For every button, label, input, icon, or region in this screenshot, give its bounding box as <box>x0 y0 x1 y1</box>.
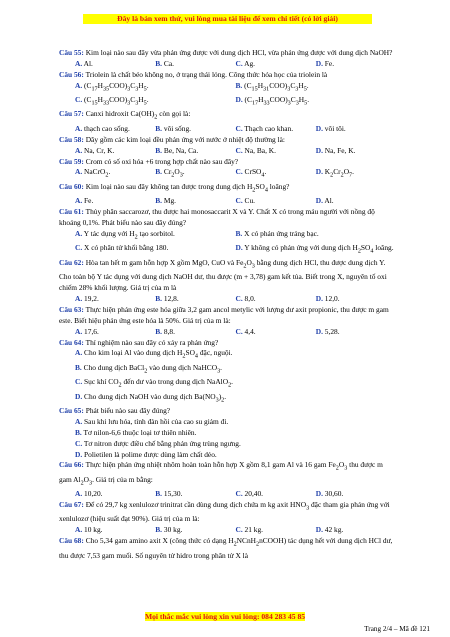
question-stem: Crom có số oxi hóa +6 trong hợp chất nào sau đây? <box>85 156 239 166</box>
option-letter: D. <box>315 489 323 499</box>
answer-option <box>75 243 236 257</box>
answer-option <box>236 327 316 338</box>
option-text: Tơ nitron được điều chế bằng phản ứng trùng ngưng. <box>83 438 241 448</box>
answer-option <box>155 124 235 135</box>
option-letter: B. <box>75 362 82 372</box>
option-text: Al. <box>324 196 334 206</box>
question <box>59 536 396 561</box>
question-stem: Thí nghiệm nào sau đây có xảy ra phản ứng? <box>85 337 219 347</box>
option-letter: D. <box>315 167 323 177</box>
option-text: Polietilen là polime được dùng làm chất dẻo. <box>84 449 217 459</box>
option-letter: C. <box>235 326 243 336</box>
question <box>59 157 396 182</box>
question <box>59 207 396 258</box>
option-text: Ag. <box>244 58 256 68</box>
option-text: 30 kg. <box>163 525 183 535</box>
option-letter: D. <box>75 449 83 459</box>
question-stem: Thực hiện phản ứng este hóa giữa 3,2 gam ancol metylic với lượng dư axit propionic, thu được m gam este. Biết hiệu phản ứng este hóa là 50%. Giá trị của m là: <box>59 304 389 325</box>
answer-option <box>155 167 235 181</box>
page-number: Trang 2/4 – Mã đề 121 <box>364 625 430 633</box>
answer-option <box>75 95 236 109</box>
question-text <box>59 157 396 168</box>
question-number: Câu 61: <box>59 207 84 217</box>
answer-option <box>75 81 236 95</box>
option-letter: C. <box>75 95 83 105</box>
question <box>59 258 396 305</box>
option-letter: A. <box>75 167 83 177</box>
answer-option <box>59 377 396 391</box>
answer-option <box>236 196 316 207</box>
option-letter: B. <box>155 196 163 206</box>
option-letter: B. <box>155 489 163 499</box>
option-text: 20,40. <box>244 489 264 499</box>
option-letter: C. <box>235 489 243 499</box>
option-text: 19,2. <box>84 293 99 303</box>
option-letter: B. <box>235 80 243 90</box>
answer-option <box>59 392 396 406</box>
option-text: Na, Ba, K. <box>244 145 276 155</box>
question-stem: Để có 29,7 kg xenlulozơ trinitrat cần dùng dung dịch chứa m kg axit $HNO_3$ đặc tham gia phản ứng với xenlulozơ (hiệu suất đạt 90%). Giá trị của m là: <box>59 500 390 524</box>
option-text: $(C_{17}H_{33}COO)_3C_3H_5$. <box>244 95 310 107</box>
answer-option <box>236 59 316 70</box>
option-letter: A. <box>75 123 83 133</box>
question-text <box>59 135 396 146</box>
option-letter: B. <box>155 525 163 535</box>
question-text <box>59 460 396 489</box>
answer-option <box>316 146 396 157</box>
question-text <box>59 305 396 327</box>
answer-option <box>75 124 155 135</box>
option-text: Ca. <box>163 58 174 68</box>
option-text: vôi tôi. <box>324 123 346 133</box>
option-text: Cho kim loại Al vào dung dịch $H_2SO_4$ đặc, nguội. <box>84 348 233 360</box>
answer-option <box>316 124 396 135</box>
option-letter: C. <box>235 123 243 133</box>
option-text: CrSO$_4$. <box>244 167 267 179</box>
option-text: 12,0. <box>324 293 340 303</box>
answer-option <box>75 167 155 181</box>
question-stem: Dãy gồm các kim loại đều phản ứng với nước ở nhiệt độ thường là: <box>85 134 285 144</box>
option-text: 42 kg. <box>324 525 344 535</box>
option-text: Thạch cao khan. <box>244 123 294 133</box>
option-letter: D. <box>315 58 323 68</box>
option-letter: C. <box>235 196 243 206</box>
option-text: 8,0. <box>244 293 256 303</box>
answer-option <box>75 196 155 207</box>
answer-option <box>59 363 396 377</box>
option-text: 17,6. <box>84 326 99 336</box>
option-text: Cho dung dịch NaOH vào dung dịch $Ba(NO_3)_2$. <box>84 391 227 403</box>
answer-option <box>59 428 396 439</box>
question-list <box>59 48 396 562</box>
question-text <box>59 109 396 123</box>
option-text: $(C_{17}H_{35}COO)_3C_3H_5$. <box>84 80 149 93</box>
option-letter: D. <box>235 95 243 105</box>
answer-option <box>316 327 396 338</box>
option-letter: C. <box>75 243 83 253</box>
option-text: Fe. <box>84 196 94 206</box>
answer-option <box>316 489 396 500</box>
answer-option <box>75 229 236 243</box>
question-number: Câu 65: <box>59 405 84 415</box>
option-text: Mg. <box>163 196 177 206</box>
question-stem: Cho 5,34 gam amino axit X (công thức có dạng $H_2NCnH_2nCOOH$) tác dụng hết với dung dịch HCl dư, thu được 7,53 gam muối. Số nguyên tử hidro trong phân tử X là <box>59 536 393 560</box>
option-letter: D. <box>315 123 323 133</box>
option-letter: B. <box>155 145 163 155</box>
question-number: Câu 59: <box>59 156 84 166</box>
answer-option <box>59 439 396 450</box>
option-letter: C. <box>235 293 243 303</box>
option-letter: A. <box>75 58 83 68</box>
option-letter: A. <box>75 348 83 358</box>
option-text: Y không có phản ứng với dung dịch $H_2SO_4$ loãng. <box>244 243 394 255</box>
option-letter: B. <box>155 167 163 177</box>
answer-option <box>155 59 235 70</box>
answer-option <box>75 489 155 500</box>
option-text: Fe. <box>324 58 335 68</box>
question <box>59 338 396 406</box>
question-stem: Thực hiện phản ứng nhiệt nhôm hoàn toàn hỗn hợp X gồm 8,1 gam Al và 16 gam $Fe_2O_3$ thu được m gam $Al_2O_3$. Giá trị của m bằng: <box>59 460 383 487</box>
question-text <box>59 406 396 417</box>
question-number: Câu 67: <box>59 500 84 510</box>
option-text: 21 kg. <box>244 525 264 535</box>
option-text: 8,8. <box>163 326 175 336</box>
answer-option <box>155 196 235 207</box>
answer-option <box>236 95 397 109</box>
question-text <box>59 500 396 525</box>
option-letter: A. <box>75 489 83 499</box>
option-text: Be, Na, Ca. <box>163 145 199 155</box>
answer-option <box>316 294 396 305</box>
answer-option <box>155 327 235 338</box>
question-number: Câu 62: <box>59 257 84 267</box>
option-text: X có phân tử khối bằng 180. <box>84 243 169 253</box>
question-number: Câu 57: <box>59 109 84 119</box>
question-stem: Canxi hidroxit $Ca(OH)_2$ còn gọi là: <box>85 109 191 121</box>
option-text: $Cr_2O_3$. <box>163 167 185 179</box>
question-number: Câu 58: <box>59 134 84 144</box>
option-letter: B. <box>155 293 163 303</box>
answer-option <box>59 348 396 362</box>
option-text: Na, Cr, K. <box>84 145 115 155</box>
preview-banner: Đây là bản xem thử, vui lòng mua tài liệu để xem chi tiết (có lời giải) <box>83 14 372 24</box>
answer-option <box>236 243 397 257</box>
option-letter: C. <box>75 438 83 448</box>
question-stem: Kim loại nào sau đây không tan được trong dung dịch $H_2SO_4$ loãng? <box>85 181 290 194</box>
answer-option <box>59 450 396 461</box>
option-text: Sau khi lưu hóa, tính đàn hồi của cao su giảm đi. <box>84 416 229 426</box>
answer-option <box>75 59 155 70</box>
question <box>59 109 396 134</box>
option-letter: B. <box>155 123 163 133</box>
question-text <box>59 48 396 59</box>
question-stem: Triolein là chất béo không no, ở trạng thái lỏng. Công thức hóa học của triolein là <box>85 69 328 79</box>
answer-option <box>236 489 316 500</box>
option-letter: C. <box>235 525 243 535</box>
question-text <box>59 182 396 196</box>
option-text: Al. <box>83 58 93 68</box>
option-text: 10,20. <box>84 489 103 499</box>
question <box>59 305 396 338</box>
option-letter: A. <box>75 145 83 155</box>
option-text: 5,28. <box>324 326 340 336</box>
question-number: Câu 64: <box>59 337 84 347</box>
option-text: X có phản ứng tráng bạc. <box>244 228 319 238</box>
option-letter: B. <box>75 427 82 437</box>
question-stem: Thủy phân saccarozơ, thu được hai monosaccarit X và Y. Chất X có trong máu người với nồng độ khoảng 0,1%. Phát biểu nào sau đây đúng? <box>59 207 375 228</box>
option-letter: A. <box>75 293 83 303</box>
option-letter: C. <box>235 58 243 68</box>
question-text <box>59 207 396 229</box>
option-text: 10 kg. <box>84 525 103 535</box>
answer-option <box>155 489 235 500</box>
question <box>59 406 396 461</box>
answer-option <box>236 229 397 243</box>
question <box>59 500 396 536</box>
question-number: Câu 55: <box>59 48 84 57</box>
option-text: Cu. <box>244 196 256 206</box>
answer-option <box>236 146 316 157</box>
option-letter: C. <box>75 377 83 387</box>
answer-option <box>155 146 235 157</box>
option-text: Sục khí $CO_2$ đến dư vào trong dung dịch NaAlO$_2$. <box>84 377 233 389</box>
question-text <box>59 536 396 561</box>
option-text: vôi sống. <box>163 123 191 133</box>
question <box>59 48 396 70</box>
question <box>59 135 396 157</box>
question-number: Câu 63: <box>59 304 84 314</box>
question-number: Câu 68: <box>59 536 84 546</box>
option-text: Tơ nilon-6,6 thuộc loại tơ thiên nhiên. <box>83 427 197 437</box>
answer-option <box>316 59 396 70</box>
answer-option <box>75 327 155 338</box>
option-letter: A. <box>75 80 83 90</box>
question-text <box>59 258 396 294</box>
question <box>59 70 396 110</box>
question-text <box>59 338 396 349</box>
option-letter: D. <box>235 243 243 253</box>
answer-option <box>75 146 155 157</box>
answer-option <box>236 294 316 305</box>
option-letter: B. <box>155 58 163 68</box>
option-letter: D. <box>315 293 323 303</box>
option-letter: A. <box>75 228 83 238</box>
answer-option <box>59 417 396 428</box>
question <box>59 182 396 207</box>
answer-option <box>316 196 396 207</box>
option-letter: D. <box>315 196 323 206</box>
option-text: 30,60. <box>324 489 344 499</box>
option-letter: C. <box>235 167 243 177</box>
question-number: Câu 56: <box>59 69 84 79</box>
question-stem: Phát biểu nào sau đây đúng? <box>85 405 171 415</box>
option-text: $(C_{15}H_{33}COO)_3C_3H_5$. <box>84 95 149 107</box>
answer-option <box>236 525 316 536</box>
option-letter: A. <box>75 326 83 336</box>
answer-option <box>316 525 396 536</box>
option-letter: D. <box>315 145 323 155</box>
option-text: 12,8. <box>163 293 179 303</box>
option-text: Na, Fe, K. <box>324 145 356 155</box>
question-text <box>59 70 396 81</box>
answer-option <box>155 525 235 536</box>
option-letter: D. <box>315 525 323 535</box>
answer-option <box>236 124 316 135</box>
option-letter: D. <box>75 391 83 401</box>
option-text: 4,4. <box>244 326 256 336</box>
question-stem: Hòa tan hết m gam hỗn hợp X gồm MgO, CuO và $Fe_2O_3$ bằng dung dịch HCl, thu được dung dịch Y. Cho toàn bộ Y tác dụng với dung dịch NaOH dư, thu được (m + 3,78) gam kết tủa. Biết trong X, nguyên tố oxi chiếm 28% khối lượng. Giá trị của m là <box>59 257 387 292</box>
footer-banner: Mọi thắc mắc vui lòng xin vui lòng: 084 283 45 85 <box>144 612 306 621</box>
option-letter: D. <box>315 326 323 336</box>
option-letter: A. <box>75 525 83 535</box>
answer-option <box>316 167 396 181</box>
option-letter: B. <box>235 228 243 238</box>
question-stem: Kim loại nào sau đây vừa phản ứng được với dung dịch HCl, vừa phản ứng được với dung dịch NaOH? <box>85 48 393 57</box>
option-text: NaCrO$_2$. <box>84 167 111 179</box>
option-text: thạch cao sống. <box>84 123 130 133</box>
question-number: Câu 60: <box>59 181 84 191</box>
answer-option <box>236 81 397 95</box>
option-text: $(C_{15}H_{31}COO)_3C_3H_5$. <box>244 80 309 93</box>
option-letter: A. <box>75 196 83 206</box>
option-text: Y tác dụng với $H_2$ tạo sorbitol. <box>83 228 175 241</box>
answer-option <box>75 525 155 536</box>
answer-option <box>155 294 235 305</box>
option-text: $K_2Cr_2O_7$. <box>324 167 354 179</box>
question-number: Câu 66: <box>59 460 84 470</box>
option-text: Cho dung dịch BaCl$_2$ vào dung dịch NaHCO$_3$. <box>83 362 223 375</box>
answer-option <box>75 294 155 305</box>
option-letter: C. <box>235 145 243 155</box>
option-text: 15,30. <box>163 489 183 499</box>
question <box>59 460 396 500</box>
option-letter: B. <box>155 326 163 336</box>
option-letter: A. <box>75 416 83 426</box>
answer-option <box>236 167 316 181</box>
